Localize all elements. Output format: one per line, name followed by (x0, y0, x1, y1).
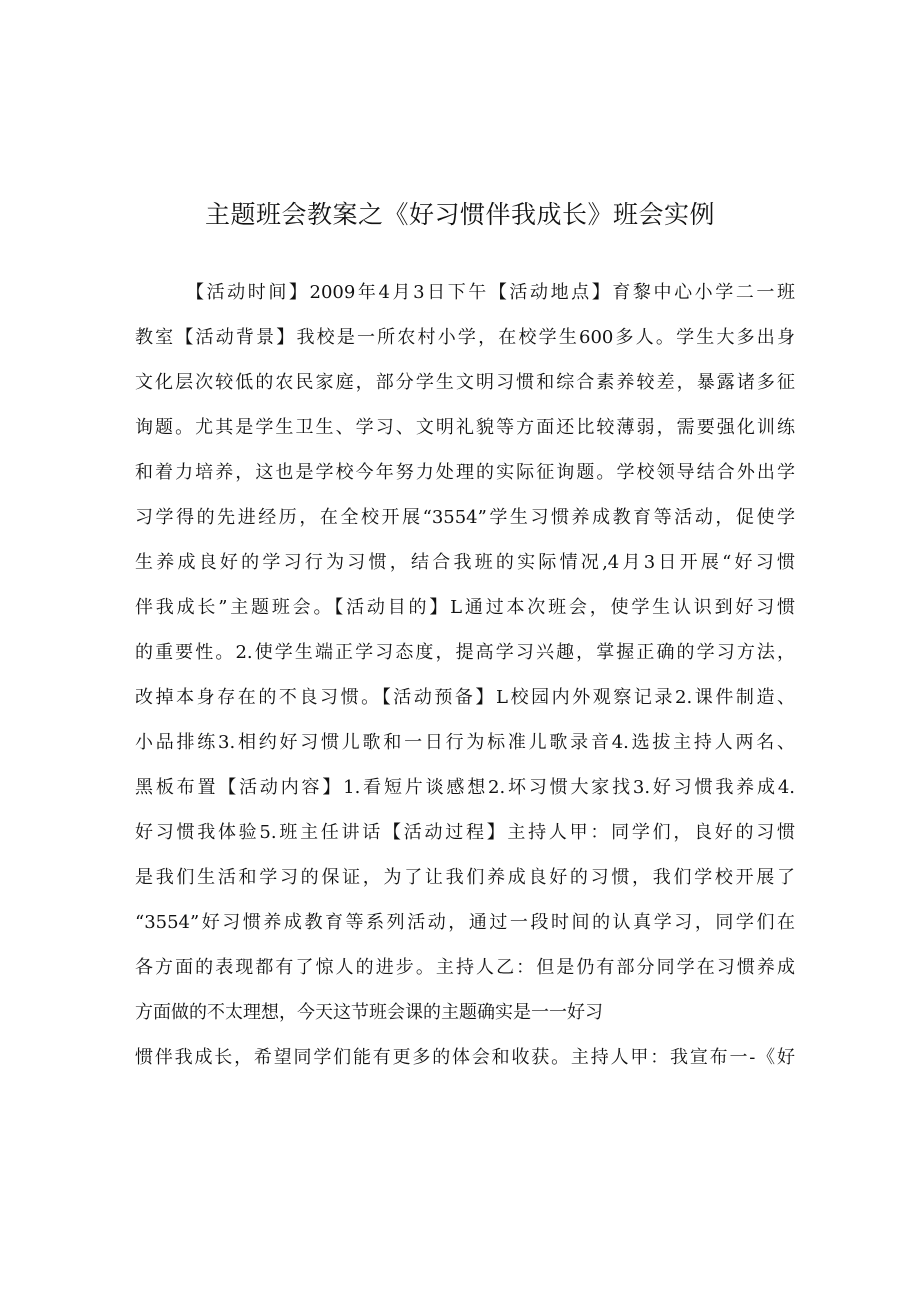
body-line: 改掉本身存在的不良习惯。【活动预备】L校园内外观察记录2.课件制造、 (135, 687, 795, 708)
document-title: 主题班会教案之《好习惯伴我成长》班会实例 (204, 200, 715, 229)
body-line: 询题。尤其是学生卫生、学习、文明礼貌等方面还比较薄弱，需要强化训练 (135, 417, 795, 438)
body-line: 方面做的不太理想，今天这节班会课的主题确实是一一好习 (135, 1002, 603, 1023)
body-line: “3554”好习惯养成教育等系列活动，通过一段时间的认真学习，同学们在 (135, 912, 795, 933)
body-line: 文化层次较低的农民家庭，部分学生文明习惯和综合素养较差，暴露诸多征 (135, 372, 795, 393)
body-line: 惯伴我成长，希望同学们能有更多的体会和收获。主持人甲：我宣布一-《好 (135, 1047, 795, 1068)
body-line: 教室【活动背景】我校是一所农村小学，在校学生600多人。学生大多出身 (135, 327, 795, 348)
body-line: 好习惯我体验5.班主任讲话【活动过程】主持人甲：同学们，良好的习惯 (135, 822, 795, 843)
body-line: 伴我成长”主题班会。【活动目的】L通过本次班会，使学生认识到好习惯 (135, 597, 795, 618)
body-line: 生养成良好的学习行为习惯，结合我班的实际情况,4月3日开展“好习惯 (135, 552, 795, 573)
body-line: 各方面的表现都有了惊人的进步。主持人乙：但是仍有部分同学在习惯养成 (135, 957, 795, 978)
body-line: 小品排练3.相约好习惯儿歌和一日行为标准儿歌录音4.选拔主持人两名、 (135, 732, 795, 753)
body-line: 和着力培养，这也是学校今年努力处理的实际征询题。学校领导结合外出学 (135, 462, 795, 483)
body-line: 的重要性。2.使学生端正学习态度，提高学习兴趣，掌握正确的学习方法， (135, 642, 795, 663)
body-line: 是我们生活和学习的保证，为了让我们养成良好的习惯，我们学校开展了 (135, 867, 795, 888)
body-line: 【活动时间】2009年4月3日下午【活动地点】育黎中心小学二一班 (186, 282, 795, 303)
body-line: 习学得的先进经历，在全校开展“3554”学生习惯养成教育等活动，促使学 (135, 507, 795, 528)
body-line: 黑板布置【活动内容】1.看短片谈感想2.坏习惯大家找3.好习惯我养成4. (135, 777, 795, 798)
